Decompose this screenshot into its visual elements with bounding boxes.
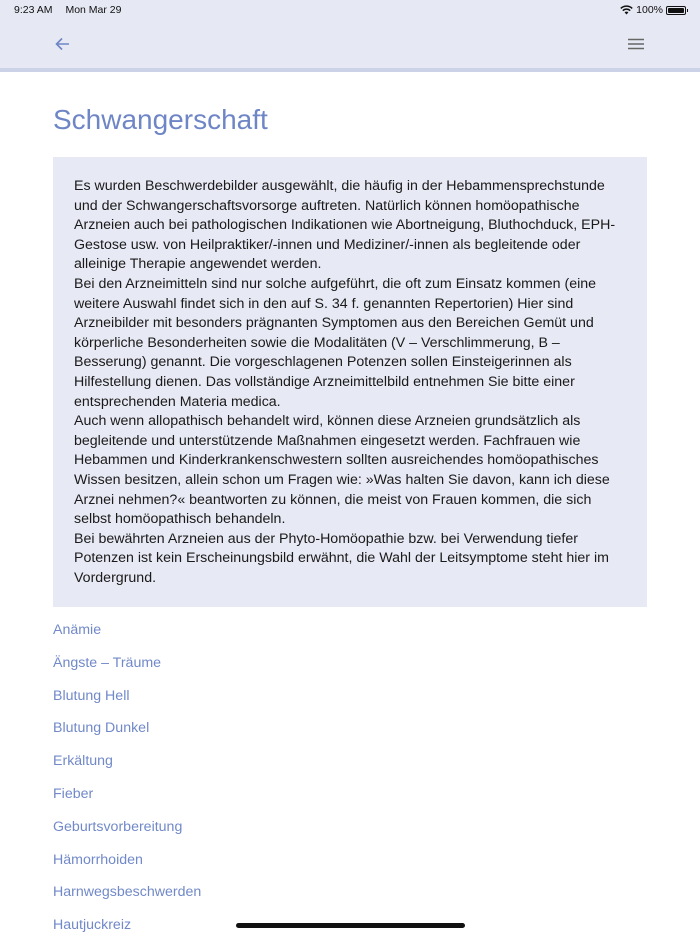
intro-text-line: alleinige Therapie angewendet werden. xyxy=(74,256,322,273)
intro-text-line: körperliche Besonderheiten sowie die Modalitäten (V – Verschlimmerung, B – xyxy=(74,334,560,351)
intro-text-line: Gestose usw. von Heilpraktiker/-innen und Mediziner/-innen als begleitende oder xyxy=(74,236,581,253)
intro-text-line: Auch wenn allopathisch behandelt wird, können diese Arzneien grundsätzlich als xyxy=(74,413,581,430)
back-button[interactable] xyxy=(53,34,73,54)
intro-text-line: entsprechenden Materia medica. xyxy=(74,393,281,410)
topic-link[interactable]: Harnwegsbeschwerden xyxy=(53,884,202,901)
arrow-left-icon xyxy=(53,34,73,54)
topic-link[interactable]: Hautjuckreiz xyxy=(53,917,132,934)
battery-icon xyxy=(666,6,686,15)
intro-text-line: Arzneibilder mit besonders prägnanten Symptomen aus den Bereichen Gemüt und xyxy=(74,315,594,332)
intro-text-line: Potenzen ist kein Erscheinungsbild erwähnt, die Wahl der Leitsymptome steht hier im xyxy=(74,550,609,567)
intro-text-line: Hilfestellung dienen. Das vollständige Arzneimittelbild entnehmen Sie bitte einer xyxy=(74,373,575,390)
intro-text-line: selbst homöopathisch behandeln. xyxy=(74,511,286,528)
intro-text-line: und der Schwangerschaftsvorsorge auftreten. Natürlich können homöopathische xyxy=(74,197,580,214)
topic-link[interactable]: Blutung Hell xyxy=(53,687,130,704)
intro-text-line: Hebammen und Kinderkrankenschwestern sollten ausreichendes homöopathisches xyxy=(74,452,599,469)
intro-text-line: Arzneien auch bei pathologischen Indikationen wie Abortneigung, Bluthochduck, EPH- xyxy=(74,217,616,234)
intro-panel xyxy=(53,157,647,607)
intro-text-line: Bei den Arzneimitteln sind nur solche aufgeführt, die oft zum Einsatz kommen (eine xyxy=(74,275,597,292)
topic-link[interactable]: Erkältung xyxy=(53,753,113,770)
intro-text-line: Wissen besitzen, allein schon um Fragen wie: »Was halten Sie davon, kann ich diese xyxy=(74,471,610,488)
menu-button[interactable] xyxy=(627,36,645,52)
hamburger-menu-icon xyxy=(627,36,645,52)
intro-text-line: Es wurden Beschwerdebilder ausgewählt, die häufig in der Hebammensprechstunde xyxy=(74,178,605,194)
home-indicator[interactable] xyxy=(236,923,465,928)
wifi-icon xyxy=(620,5,633,15)
topic-list xyxy=(53,621,201,949)
topic-link[interactable]: Anämie xyxy=(53,622,102,638)
topic-link[interactable]: Blutung Dunkel xyxy=(53,720,150,737)
topic-link[interactable]: Fieber xyxy=(53,785,94,802)
intro-text-line: Arznei nehmen?« beantworten zu können, die meist von Frauen kommen, die sich xyxy=(74,491,592,508)
intro-text-line: Besserung) genannt. Die vorgeschlagenen Potenzen sollen Einsteigerinnen als xyxy=(74,354,572,371)
status-time: 9:23 AM xyxy=(14,4,53,16)
topic-link[interactable]: Geburtsvorbereitung xyxy=(53,818,183,835)
page-title: Schwangerschaft xyxy=(53,104,268,135)
status-bar xyxy=(14,4,686,18)
battery-percent: 100% xyxy=(636,4,663,16)
intro-text-line: Vordergrund. xyxy=(74,569,157,586)
top-bar xyxy=(0,0,700,72)
intro-text-line: begleitende und unterstützende Maßnahmen eingesetzt werden. Fachfrauen wie xyxy=(74,432,581,449)
topic-link[interactable]: Ängste – Träume xyxy=(53,654,162,671)
intro-text-line: Bei bewährten Arzneien aus der Phyto-Homöopathie bzw. bei Verwendung tiefer xyxy=(74,530,578,547)
topic-link[interactable]: Hämorrhoiden xyxy=(53,851,143,868)
intro-text-line: weitere Auswahl findet sich in den auf S. 34 f. genannten Repertorien) Hier sind xyxy=(74,295,574,312)
status-date: Mon Mar 29 xyxy=(65,4,122,16)
